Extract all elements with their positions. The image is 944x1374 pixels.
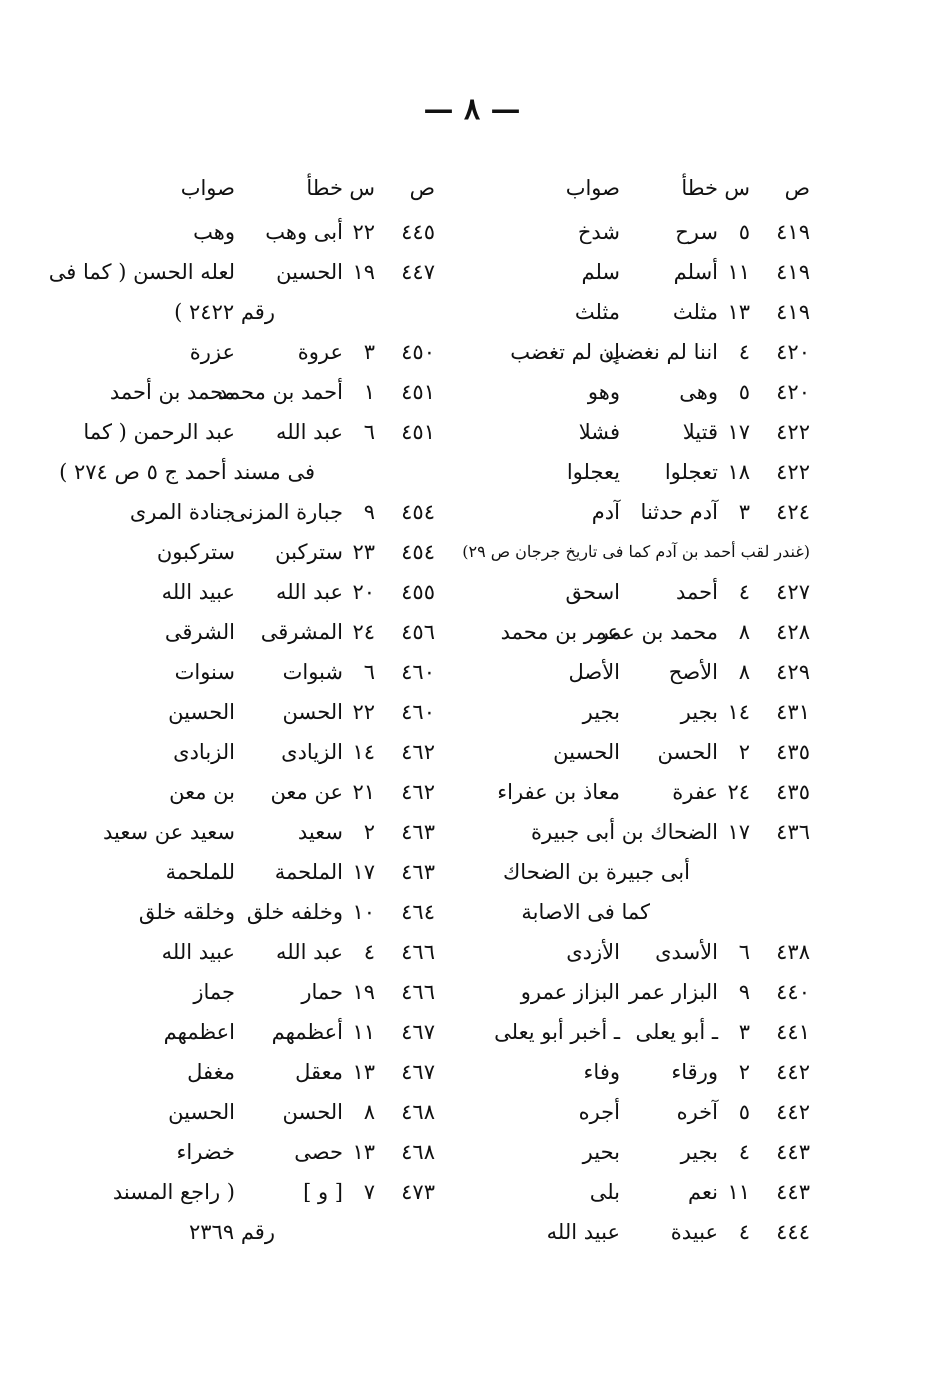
errata-correct: الحسين [168,1100,235,1124]
errata-wrong: الحسن [282,700,343,724]
errata-page: ٤٦٠ [401,700,435,724]
errata-wrong: ستركبن [275,540,343,564]
header-right: صواب [565,176,620,200]
errata-page: ٤٦٦ [401,980,435,1004]
errata-line: ١١ [727,260,750,284]
errata-correct: اسحق [565,580,620,604]
errata-column-right [460,168,810,1252]
errata-wrong: عروة [297,340,343,364]
errata-row [460,1012,810,1052]
errata-row [460,1092,810,1132]
errata-row [80,692,435,732]
errata-wrong: عبيدة [670,1220,718,1244]
errata-correct: عبد الرحمن ( كما [83,420,235,444]
errata-line: ٣ [363,340,375,364]
errata-row [460,972,810,1012]
errata-row [460,692,810,732]
errata-correct: وخلقه خلق [138,900,235,924]
errata-row [59,452,435,492]
errata-wrong: ورقاء [671,1060,718,1084]
errata-correct: عمر بن محمد [500,620,620,644]
errata-line: ٥ [738,380,750,404]
errata-line: ٤ [738,580,750,604]
errata-page: ٤٢٩ [776,660,810,684]
errata-page: ٤٧٣ [401,1180,435,1204]
errata-page: ٤٢٧ [776,580,810,604]
errata-correct: لعله الحسن ( كما فى [48,260,235,284]
errata-page: ٤٣٥ [776,780,810,804]
errata-row [460,892,810,932]
errata-wrong: جبارة المزنى [230,500,343,524]
errata-wrong: حصى [294,1140,343,1164]
errata-line: ١٣ [352,1140,375,1164]
errata-line: ١٤ [727,700,750,724]
errata-page: ٤٥٦ [401,620,435,644]
header-line: س [724,176,750,200]
errata-row [80,892,435,932]
errata-page: ٤٣٥ [776,740,810,764]
errata-correct: وهو [587,380,620,404]
errata-line: ٨ [363,1100,375,1124]
errata-row [460,932,810,972]
errata-correct: ـ أخبر أبو يعلى [494,1020,620,1044]
errata-row [460,612,810,652]
errata-row [80,612,435,652]
errata-row [460,292,810,332]
errata-note: (غندر لقب أحمد بن آدم كما فى تاريخ جرجان ص ٢٩) [462,542,810,561]
errata-line: ٢٢ [352,220,375,244]
errata-row [460,812,810,852]
header-line: س [349,176,375,200]
errata-correct: شدخ [577,220,620,244]
errata-correct: ستركبون [156,540,235,564]
errata-line: ١١ [352,1020,375,1044]
errata-row [80,652,435,692]
errata-wrong: اننا لم نغضب [605,340,718,364]
errata-line: ٤ [738,1220,750,1244]
errata-page: ٤١٩ [776,260,810,284]
errata-correct: بلى [589,1180,620,1204]
errata-wrong: محمد بن عمر [598,620,718,644]
errata-page: ٤٥١ [401,420,435,444]
errata-page: ٤٤٢ [776,1100,810,1124]
errata-page: ٤٥٥ [401,580,435,604]
errata-row [80,772,435,812]
errata-page: ٤٦٨ [401,1100,435,1124]
errata-wrong: الضحاك بن أبى جبيرة [531,820,718,844]
errata-line: ٨ [738,620,750,644]
errata-page: ٤٥٤ [401,540,435,564]
errata-wrong: [ و ] [303,1180,343,1204]
errata-wrong: الأصح [668,660,718,684]
errata-wrong: حمار [301,980,343,1004]
errata-correct: للملحمة [165,860,235,884]
errata-correct: أجره [578,1100,620,1124]
errata-page: ٤٣٦ [776,820,810,844]
column-header [460,168,810,212]
errata-line: ٢١ [352,780,375,804]
errata-page: ٤٣١ [776,700,810,724]
errata-row [80,532,435,572]
errata-row [460,492,810,532]
errata-correct: يعجلوا [566,460,620,484]
errata-line: ٤ [738,340,750,364]
header-page: ص [409,176,435,200]
errata-page: ٤٦٠ [401,660,435,684]
errata-correct: مثلث [574,300,620,324]
errata-correct: بجير [582,700,620,724]
errata-page: ٤٢٠ [776,380,810,404]
errata-correct: اعظمهم [163,1020,235,1044]
column-header [80,168,435,212]
errata-line: ١١ [727,1180,750,1204]
errata-correct: عبيد الله [161,580,235,604]
errata-wrong: أبى وهب [265,220,343,244]
errata-row [80,732,435,772]
errata-page: ٤٥٠ [401,340,435,364]
errata-page: ٤٦٨ [401,1140,435,1164]
errata-line: ١٩ [352,260,375,284]
errata-correct: وفاء [583,1060,620,1084]
errata-wrong: سرح [675,220,718,244]
errata-line: ٦ [738,940,750,964]
errata-correct: الشرقى [164,620,235,644]
errata-page: ٤٤٣ [776,1180,810,1204]
errata-row [460,1132,810,1172]
errata-correct: سنوات [174,660,235,684]
errata-line: ٢٠ [352,580,375,604]
errata-row [80,852,435,892]
errata-correct: معاذ بن عفراء [497,780,620,804]
errata-line: ١٧ [727,420,750,444]
errata-correct: خضراء [176,1140,235,1164]
errata-correct: فشلا [578,420,620,444]
errata-wrong: وهى [679,380,718,404]
errata-line: ٧ [363,1180,375,1204]
errata-line: ٣ [738,500,750,524]
errata-row [80,292,435,332]
errata-line: ٢٤ [352,620,375,644]
errata-line: ٢٣ [352,540,375,564]
errata-line: ٣ [738,1020,750,1044]
errata-page: ٤٤٤ [776,1220,810,1244]
errata-wrong: المشرقى [260,620,343,644]
errata-row [460,652,810,692]
errata-correct: الحسين [168,700,235,724]
errata-correct: جنادة المرى [129,500,235,524]
errata-wrong: سعيد [297,820,343,844]
errata-row [80,572,435,612]
errata-line: ١٧ [352,860,375,884]
errata-row [80,492,435,532]
errata-page: ٤٦٢ [401,780,435,804]
errata-correct: سلم [581,260,620,284]
errata-wrong: آخره [676,1100,718,1124]
errata-wrong: عفرة [672,780,718,804]
errata-wrong: آدم حدثنا [640,500,718,524]
errata-line: ٦ [363,660,375,684]
errata-page: ٤١٩ [776,220,810,244]
errata-correct: الأزدى [566,940,620,964]
errata-note: كما فى الاصابة [521,900,650,924]
errata-wrong: أحمد [676,580,718,604]
errata-wrong: الحسن [657,740,718,764]
errata-correct: الأصل [568,660,620,684]
errata-page: ٤٤١ [776,1020,810,1044]
errata-line: ٢ [363,820,375,844]
errata-wrong: أسلم [673,260,718,284]
errata-page: ٤٦٣ [401,820,435,844]
errata-wrong: عبد الله [275,940,343,964]
errata-wrong: نعم [688,1180,718,1204]
errata-row [460,732,810,772]
errata-row [80,332,435,372]
errata-line: ٤ [363,940,375,964]
errata-wrong: الملحمة [274,860,343,884]
errata-wrong: عن معن [270,780,343,804]
errata-note: رقم ٢٣٦٩ [189,1220,275,1244]
errata-note: أبى جبيرة بن الضحاك [503,860,690,884]
errata-correct: الحسين [553,740,620,764]
errata-row [80,972,435,1012]
errata-line: ١٩ [352,980,375,1004]
errata-line: ٩ [363,500,375,524]
errata-correct: وهب [193,220,235,244]
errata-correct: بحير [582,1140,620,1164]
errata-row [80,1012,435,1052]
errata-row [460,372,810,412]
errata-page: ٤٦٧ [401,1020,435,1044]
errata-wrong: وخلفه خلق [246,900,343,924]
errata-row [80,212,435,252]
errata-line: ٤ [738,1140,750,1164]
errata-note: رقم ٢٤٢٢ ) [174,300,275,324]
errata-page: ٤٣٨ [776,940,810,964]
errata-page: ٤٥١ [401,380,435,404]
header-right: صواب [180,176,235,200]
errata-page: ٤٢٠ [776,340,810,364]
errata-page: ٤٥٤ [401,500,435,524]
errata-row [48,252,435,292]
errata-correct: عبيد الله [546,1220,620,1244]
errata-line: ٢ [738,1060,750,1084]
errata-wrong: ـ أبو يعلى [635,1020,718,1044]
errata-wrong: معقل [295,1060,343,1084]
errata-page: ٤٤٥ [401,220,435,244]
errata-wrong: عبد الله [275,420,343,444]
errata-correct: البزاز عمرو [520,980,620,1004]
errata-page: ٤٤٢ [776,1060,810,1084]
errata-row [460,1212,810,1252]
errata-correct: آدم [591,500,620,524]
errata-row [80,372,435,412]
errata-row [460,532,810,572]
errata-row [80,1212,435,1252]
errata-row [460,412,810,452]
errata-correct: إن لم تغضب [510,340,620,364]
errata-row [80,812,435,852]
header-page: ص [784,176,810,200]
errata-correct: جماز [193,980,235,1004]
errata-row [80,1172,435,1212]
errata-wrong: الحسن [282,1100,343,1124]
errata-row [460,852,810,892]
errata-line: ٢٤ [727,780,750,804]
errata-page: ٤٢٨ [776,620,810,644]
errata-correct: محمد بن أحمد [109,380,235,404]
errata-wrong: بجير [680,1140,718,1164]
errata-line: ٢ [738,740,750,764]
errata-page: ٤٦٧ [401,1060,435,1084]
errata-row [80,1052,435,1092]
errata-correct: عبيد الله [161,940,235,964]
errata-row [80,932,435,972]
errata-wrong: عبد الله [275,580,343,604]
errata-page: ٤٢٤ [776,500,810,524]
errata-correct: بن معن [169,780,235,804]
errata-wrong: قتيلا [682,420,718,444]
errata-wrong: البزار عمر [628,980,718,1004]
errata-line: ١٣ [727,300,750,324]
errata-page: ٤٦٦ [401,940,435,964]
errata-row [460,212,810,252]
errata-wrong: أحمد بن محمد [217,380,343,404]
errata-row [80,1092,435,1132]
errata-row [460,452,810,492]
errata-page: ٤٢٢ [776,420,810,444]
errata-row [80,412,435,452]
page-number: — ٨ — [423,92,521,127]
errata-wrong: شبوات [282,660,343,684]
errata-line: ١٤ [352,740,375,764]
errata-page: ٤١٩ [776,300,810,324]
header-wrong: خطأ [681,176,718,200]
errata-line: ٥ [738,220,750,244]
errata-wrong: مثلث [672,300,718,324]
errata-correct: ( راجع المسند [112,1180,235,1204]
errata-line: ١٨ [727,460,750,484]
errata-correct: الزبادى [173,740,235,764]
errata-page: ٤٦٣ [401,860,435,884]
errata-line: ١ [363,380,375,404]
errata-correct: سعيد عن سعيد [102,820,235,844]
errata-wrong: بجير [680,700,718,724]
errata-row [460,332,810,372]
errata-page: ٤٢٢ [776,460,810,484]
errata-page: ٤٦٢ [401,740,435,764]
errata-wrong: أعظمهم [271,1020,343,1044]
errata-wrong: تعجلوا [664,460,718,484]
errata-row [460,1172,810,1212]
errata-page: ٤٦٤ [401,900,435,924]
errata-wrong: الزيادى [281,740,343,764]
errata-row [460,252,810,292]
errata-line: ٥ [738,1100,750,1124]
errata-line: ٦ [363,420,375,444]
errata-page: ٤٤٧ [401,260,435,284]
errata-line: ١٣ [352,1060,375,1084]
errata-page: ٤٤٠ [776,980,810,1004]
errata-correct: عزرة [189,340,235,364]
errata-row [460,772,810,812]
errata-line: ١٠ [352,900,375,924]
errata-row [460,572,810,612]
errata-line: ٢٢ [352,700,375,724]
errata-wrong: الحسين [276,260,343,284]
errata-page: ٤٤٣ [776,1140,810,1164]
errata-correct: مغفل [187,1060,235,1084]
errata-wrong: الأسدى [655,940,718,964]
errata-line: ١٧ [727,820,750,844]
errata-column-left [48,168,435,1252]
errata-row [80,1132,435,1172]
errata-row [460,1052,810,1092]
errata-line: ٩ [738,980,750,1004]
errata-line: ٨ [738,660,750,684]
header-wrong: خطأ [306,176,343,200]
errata-note: فى مسند أحمد ج ٥ ص ٢٧٤ ) [59,460,315,484]
